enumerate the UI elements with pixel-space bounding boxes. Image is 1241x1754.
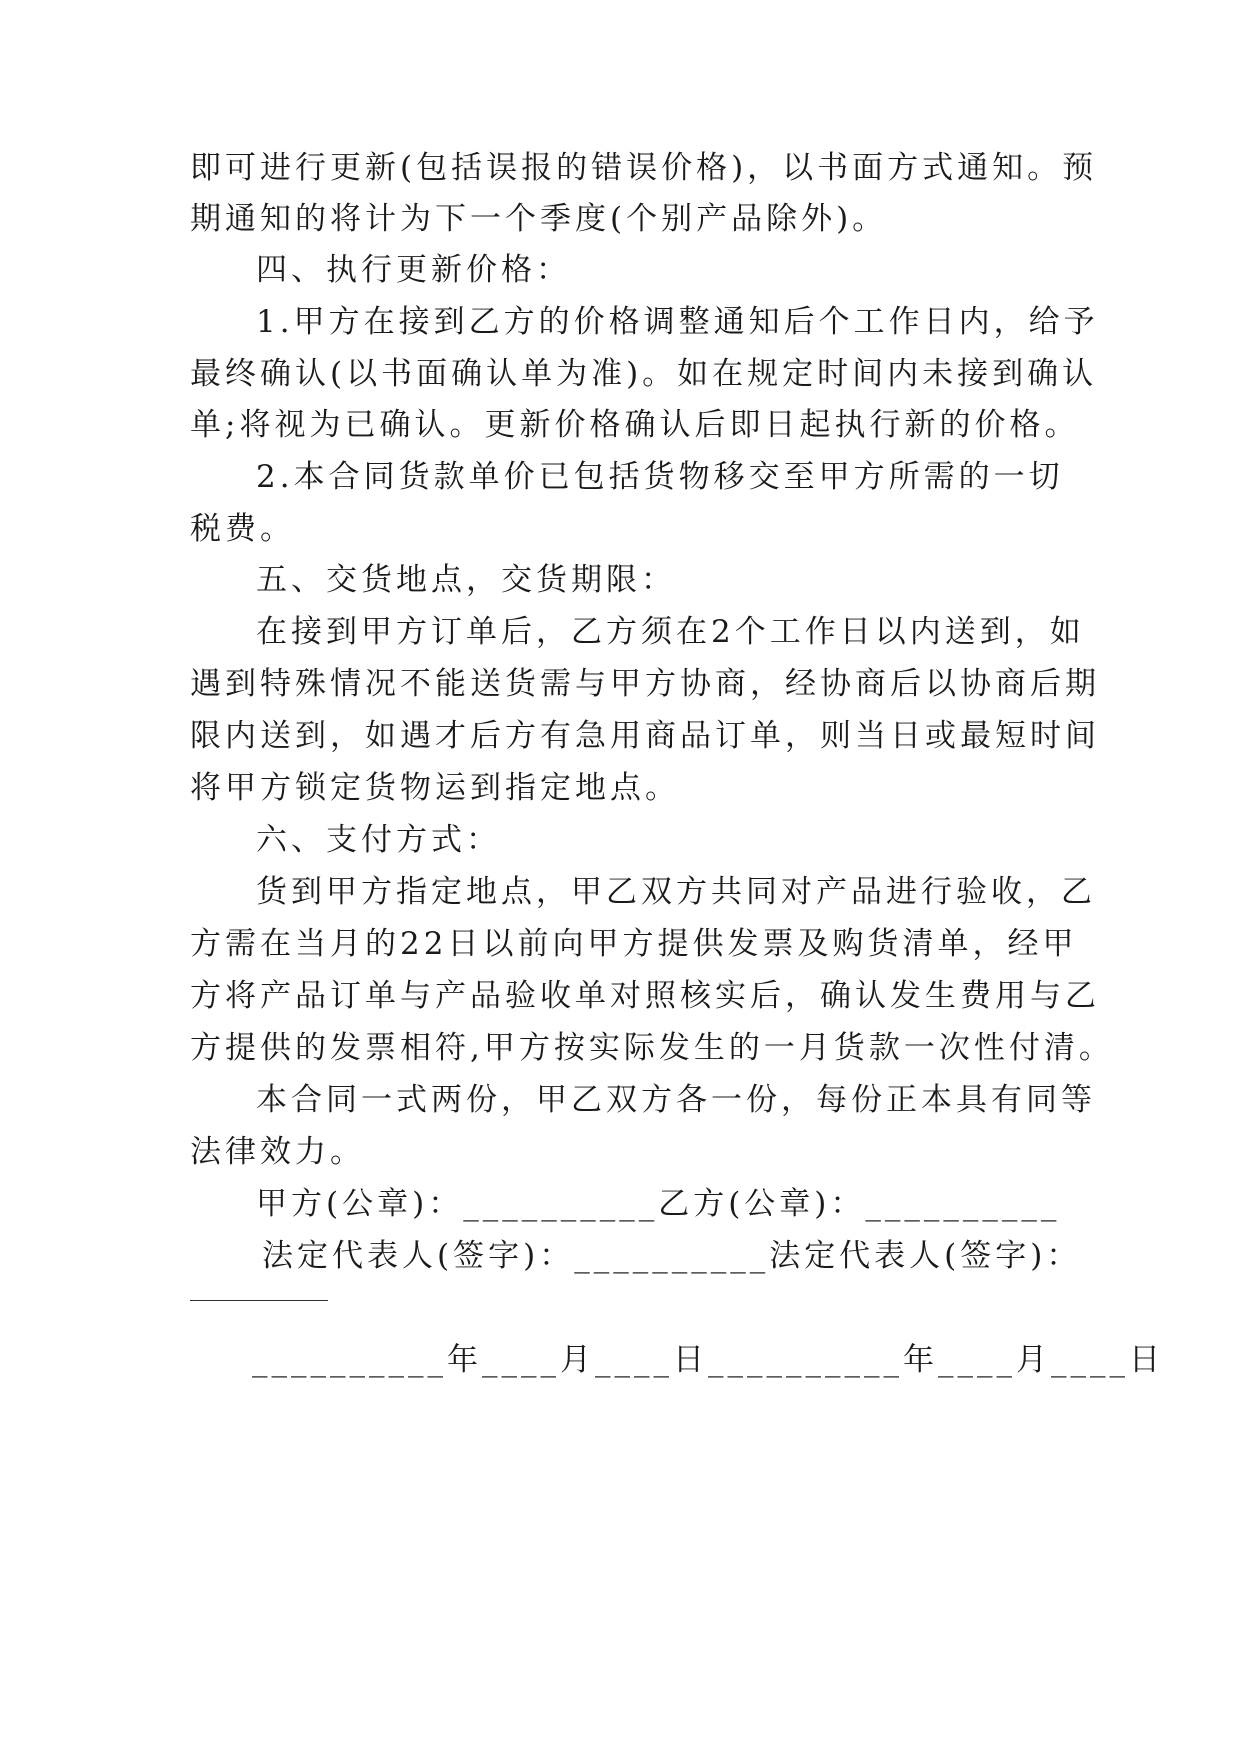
section-heading: 四、执行更新价格： bbox=[256, 252, 571, 288]
body-text-line: 在接到甲方订单后，乙方须在2个工作日以内送到，如 bbox=[256, 614, 1085, 650]
body-text-line: 即可进行更新(包括误报的错误价格)，以书面方式通知。预 bbox=[190, 150, 1098, 186]
body-text-line: 期通知的将计为下一个季度(个别产品除外)。 bbox=[190, 201, 888, 237]
body-text-line: 方提供的发票相符,甲方按实际发生的一月货款一次性付清。 bbox=[190, 1030, 1114, 1066]
signature-line-representative: 法定代表人(签字)：__________法定代表人(签字)： bbox=[262, 1238, 1082, 1274]
signature-date-line: __________年____月____日__________年____月____日 bbox=[252, 1342, 1164, 1378]
body-text-line: 遇到特殊情况不能送货需与甲方协商，经协商后以协商后期 bbox=[190, 666, 1100, 702]
signature-blank-rule bbox=[190, 1300, 328, 1301]
body-text-line: 方将产品订单与产品验收单对照核实后，确认发生费用与乙 bbox=[190, 978, 1100, 1014]
body-text-line: 法律效力。 bbox=[190, 1134, 365, 1170]
body-text-line: 1.甲方在接到乙方的价格调整通知后个工作日内，给予 bbox=[256, 304, 1099, 340]
signature-line-seal: 甲方(公章)：__________乙方(公章)：__________ bbox=[256, 1186, 1061, 1222]
body-text-line: 限内送到，如遇才后方有急用商品订单，则当日或最短时间 bbox=[190, 718, 1100, 754]
section-heading: 五、交货地点，交货期限： bbox=[256, 562, 676, 598]
section-heading: 六、支付方式： bbox=[256, 822, 501, 858]
body-text-line: 本合同一式两份，甲乙双方各一份，每份正本具有同等 bbox=[256, 1082, 1096, 1118]
body-text-line: 最终确认(以书面确认单为准)。如在规定时间内未接到确认 bbox=[190, 356, 1098, 392]
body-text-line: 单;将视为已确认。更新价格确认后即日起执行新的价格。 bbox=[190, 407, 1080, 443]
body-text-line: 方需在当月的22日以前向甲方提供发票及购货清单，经甲 bbox=[190, 926, 1078, 962]
body-text-line: 货到甲方指定地点，甲乙双方共同对产品进行验收，乙 bbox=[256, 874, 1096, 910]
body-text-line: 将甲方锁定货物运到指定地点。 bbox=[190, 770, 680, 806]
body-text-line: 税费。 bbox=[190, 511, 295, 547]
body-text-line: 2.本合同货款单价已包括货物移交至甲方所需的一切 bbox=[256, 459, 1064, 495]
